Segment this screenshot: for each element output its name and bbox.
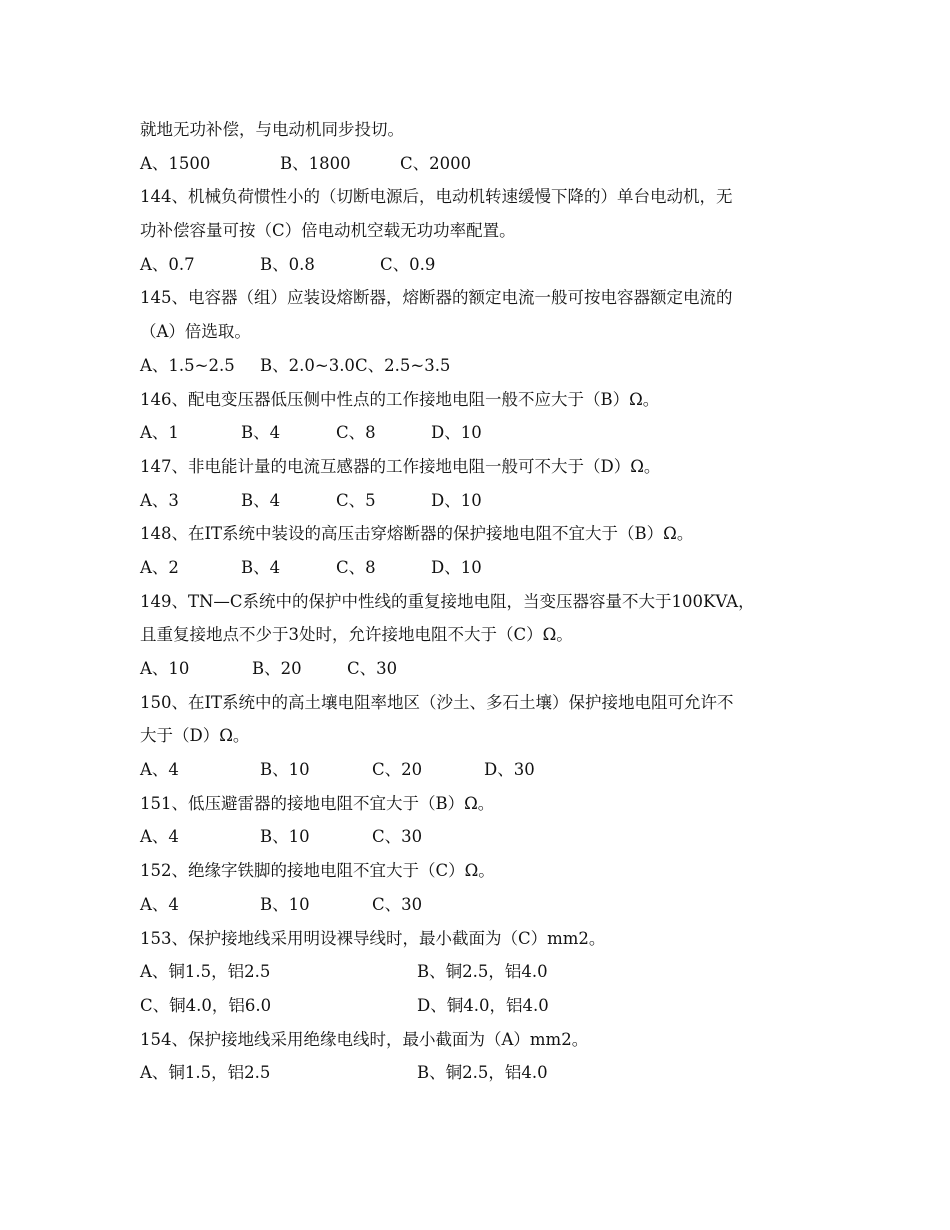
answer-option: C、30 <box>347 659 398 678</box>
answer-option: A、10 <box>140 659 190 678</box>
answer-option: C、30 <box>372 827 423 847</box>
text-line: 大于（D）Ω。 <box>140 726 250 746</box>
answer-option: D、10 <box>431 423 482 443</box>
answer-option: A、4 <box>140 760 179 780</box>
answer-option: A、铜1.5，铝2.5 <box>140 962 271 982</box>
text-line: 功补偿容量可按（C）倍电动机空载无功功率配置。 <box>140 221 516 241</box>
text-line: 145、电容器（组）应装设熔断器，熔断器的额定电流一般可按电容器额定电流的 <box>140 288 733 308</box>
answer-option: A、铜1.5，铝2.5 <box>140 1063 271 1083</box>
answer-option: C、0.9 <box>380 254 436 274</box>
answer-option: B、4 <box>241 557 281 577</box>
answer-option: D、30 <box>484 760 535 780</box>
options-line <box>140 955 820 989</box>
answer-option: A、3 <box>140 490 179 510</box>
answer-option: B、1800 <box>280 153 351 173</box>
answer-option: A、1500 <box>140 153 211 173</box>
answer-option: B、10 <box>260 760 310 780</box>
text-line: 且重复接地点不少于3处时，允许接地电阻不大于（C）Ω。 <box>140 625 573 645</box>
answer-option: D、10 <box>431 490 482 510</box>
options-line <box>140 484 820 518</box>
options-line <box>140 989 820 1023</box>
text-line: 就地无功补偿，与电动机同步投切。 <box>140 120 404 139</box>
text-line: 148、在IT系统中装设的高压击穿熔断器的保护接地电阻不宜大于（B）Ω。 <box>140 524 694 544</box>
answer-option: B、20 <box>252 659 302 678</box>
text-line: 151、低压避雷器的接地电阻不宜大于（B）Ω。 <box>140 793 495 813</box>
options-line <box>140 147 820 181</box>
answer-option: C、铜4.0，铝6.0 <box>140 995 272 1015</box>
answer-option: B、4 <box>241 490 281 510</box>
answer-option: A、4 <box>140 894 179 914</box>
text-line: 153、保护接地线采用明设裸导线时，最小截面为（C）mm2。 <box>140 928 606 948</box>
answer-option: A、1 <box>140 423 179 443</box>
options-line <box>140 248 820 282</box>
options-line <box>140 652 820 686</box>
answer-option: B、2.0~3.0 <box>260 355 355 375</box>
answer-option: D、铜4.0，铝4.0 <box>417 995 549 1015</box>
answer-option: C、2000 <box>400 153 472 173</box>
answer-option: D、10 <box>431 557 482 577</box>
text-line: 150、在IT系统中的高土壤电阻率地区（沙土、多石土壤）保护接地电阻可允许不 <box>140 692 734 712</box>
answer-option: B、铜2.5，铝4.0 <box>417 962 548 982</box>
answer-option: C、30 <box>372 894 423 914</box>
answer-option: A、2 <box>140 557 179 577</box>
answer-option: C、8 <box>336 557 376 577</box>
options-line <box>140 888 820 922</box>
text-line: （A）倍选取。 <box>140 322 251 342</box>
text-line: 147、非电能计量的电流互感器的工作接地电阻一般可不大于（D）Ω。 <box>140 456 661 476</box>
answer-option: B、10 <box>260 827 310 847</box>
text-line: 154、保护接地线采用绝缘电线时，最小截面为（A）mm2。 <box>140 1029 589 1049</box>
answer-option: A、0.7 <box>140 254 195 274</box>
answer-option: B、铜2.5，铝4.0 <box>417 1063 548 1083</box>
text-line: 152、绝缘字铁脚的接地电阻不宜大于（C）Ω。 <box>140 861 495 881</box>
answer-option: B、0.8 <box>260 254 315 274</box>
options-line <box>140 551 820 585</box>
options-line <box>140 416 820 450</box>
answer-option: B、10 <box>260 894 310 914</box>
question-list <box>140 113 820 1090</box>
answer-option: A、4 <box>140 827 179 847</box>
answer-option: C、20 <box>372 760 423 780</box>
answer-option: C、8 <box>336 423 376 443</box>
text-line: 146、配电变压器低压侧中性点的工作接地电阻一般不应大于（B）Ω。 <box>140 389 660 409</box>
options-line <box>140 349 820 383</box>
text-line: 144、机械负荷惯性小的（切断电源后，电动机转速缓慢下降的）单台电动机，无 <box>140 187 733 207</box>
answer-option: C、2.5~3.5 <box>355 355 451 375</box>
options-line <box>140 1056 820 1090</box>
text-line: 149、TN—C系统中的保护中性线的重复接地电阻，当变压器容量不大于100KVA， <box>140 591 755 611</box>
answer-option: A、1.5~2.5 <box>140 355 235 375</box>
options-line <box>140 753 820 787</box>
answer-option: B、4 <box>241 423 281 443</box>
answer-option: C、5 <box>336 490 376 510</box>
options-line <box>140 820 820 854</box>
